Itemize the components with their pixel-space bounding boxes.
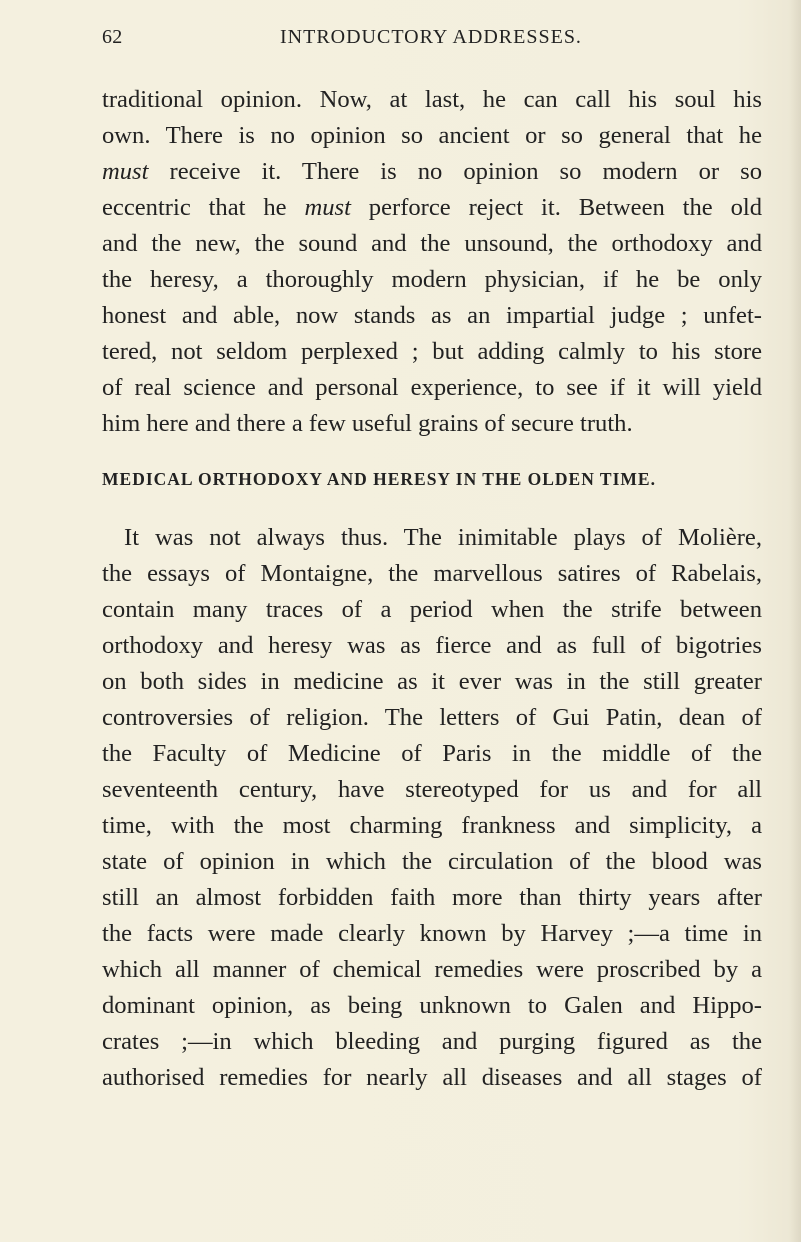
page-header	[102, 26, 788, 56]
paragraph-1	[102, 82, 762, 442]
text-line: and the new, the sound and the unsound, the orthodoxy and	[102, 230, 762, 257]
text-fragment: eccentric that he	[102, 194, 305, 221]
text-fragment: receive it. There is no opinion so modern or so	[148, 158, 762, 185]
text-line: the essays of Montaigne, the marvellous satires of Rabelais,	[102, 560, 762, 587]
text-line: honest and able, now stands as an impartial judge ; unfet-	[102, 302, 762, 329]
text-line: orthodoxy and heresy was as fierce and as full of bigotries	[102, 632, 762, 659]
text-line: which all manner of chemical remedies were proscribed by a	[102, 956, 762, 983]
text-line: authorised remedies for nearly all diseases and all stages of	[102, 1064, 762, 1091]
text-line: state of opinion in which the circulation of the blood was	[102, 848, 762, 875]
text-line: him here and there a few useful grains of secure truth.	[102, 410, 633, 437]
page-number: 62	[102, 26, 123, 48]
emphasis: must	[102, 158, 149, 185]
text-line: seventeenth century, have stereotyped for us and for all	[102, 776, 762, 803]
running-head: INTRODUCTORY ADDRESSES.	[280, 26, 582, 48]
text-line: traditional opinion. Now, at last, he can call his soul his	[102, 86, 762, 113]
text-line: the heresy, a thoroughly modern physician, if he be only	[102, 266, 762, 293]
text-line: controversies of religion. The letters of Gui Patin, dean of	[102, 704, 762, 731]
text-fragment: It was not always thus. The inimitable plays of Molière,	[124, 524, 762, 551]
text-line: on both sides in medicine as it ever was in the still greater	[102, 668, 762, 695]
text-line	[102, 520, 762, 556]
text-line: of real science and personal experience, to see if it will yield	[102, 374, 762, 401]
text-line: time, with the most charming frankness and simplicity, a	[102, 812, 762, 839]
paragraph-2	[102, 520, 762, 1096]
text-line	[102, 190, 762, 226]
text-line: still an almost forbidden faith more than thirty years after	[102, 884, 762, 911]
section-heading: MEDICAL ORTHODOXY AND HERESY IN THE OLDEN TIME.	[102, 469, 656, 489]
page-edge-shadow	[789, 0, 801, 1242]
text-line: dominant opinion, as being unknown to Galen and Hippo-	[102, 992, 762, 1019]
text-fragment: perforce reject it. Between the old	[350, 194, 762, 221]
emphasis: must	[304, 194, 351, 221]
text-line	[102, 154, 762, 190]
text-line: crates ;—in which bleeding and purging figured as the	[102, 1028, 762, 1055]
text-line: contain many traces of a period when the strife between	[102, 596, 762, 623]
text-line: tered, not seldom perplexed ; but adding calmly to his store	[102, 338, 762, 365]
text-line: own. There is no opinion so ancient or so general that he	[102, 122, 762, 149]
text-line: the Faculty of Medicine of Paris in the middle of the	[102, 740, 762, 767]
text-line: the facts were made clearly known by Harvey ;—a time in	[102, 920, 762, 947]
